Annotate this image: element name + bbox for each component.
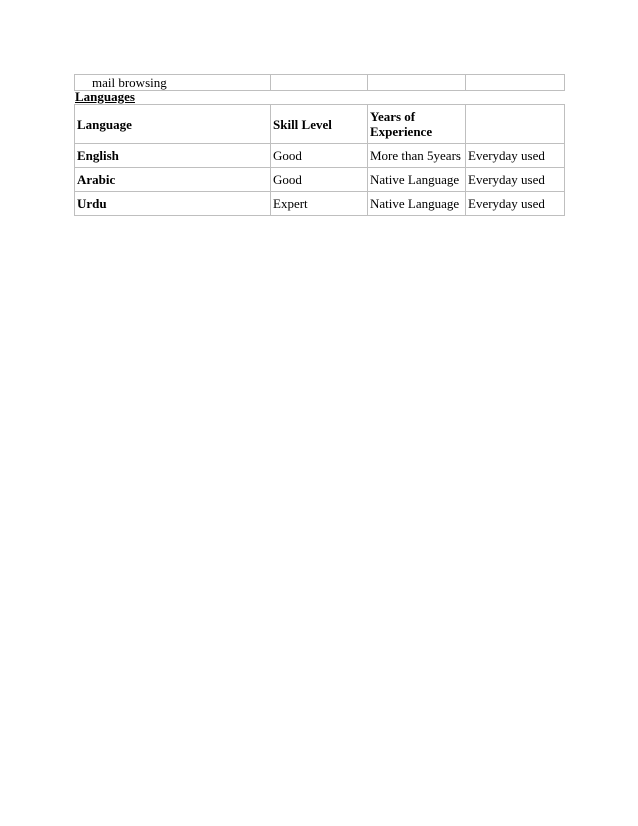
header-years-line2: Experience	[370, 124, 433, 139]
header-skill-level: Skill Level	[271, 105, 368, 144]
languages-table	[74, 104, 565, 216]
table-row	[75, 168, 565, 192]
usage: Everyday used	[466, 144, 565, 168]
language-name: English	[75, 144, 271, 168]
table-cell: mail browsing	[75, 75, 271, 91]
header-language: Language	[75, 105, 271, 144]
table-cell	[271, 75, 368, 91]
table-cell	[466, 75, 565, 91]
continued-skills-table	[74, 74, 565, 91]
language-name: Urdu	[75, 192, 271, 216]
skill-level: Good	[271, 168, 368, 192]
header-usage	[466, 105, 565, 144]
years-of-experience: Native Language	[368, 192, 466, 216]
years-of-experience: More than 5years	[368, 144, 466, 168]
years-of-experience: Native Language	[368, 168, 466, 192]
header-years-of-experience	[368, 105, 466, 144]
table-header-row	[75, 105, 565, 144]
usage: Everyday used	[466, 168, 565, 192]
table-cell	[368, 75, 466, 91]
table-row	[75, 144, 565, 168]
usage: Everyday used	[466, 192, 565, 216]
table-row	[75, 75, 565, 91]
language-name: Arabic	[75, 168, 271, 192]
header-years-line1: Years of	[370, 109, 416, 124]
table-row	[75, 192, 565, 216]
skill-level: Expert	[271, 192, 368, 216]
languages-heading: Languages	[75, 89, 135, 104]
skill-level: Good	[271, 144, 368, 168]
